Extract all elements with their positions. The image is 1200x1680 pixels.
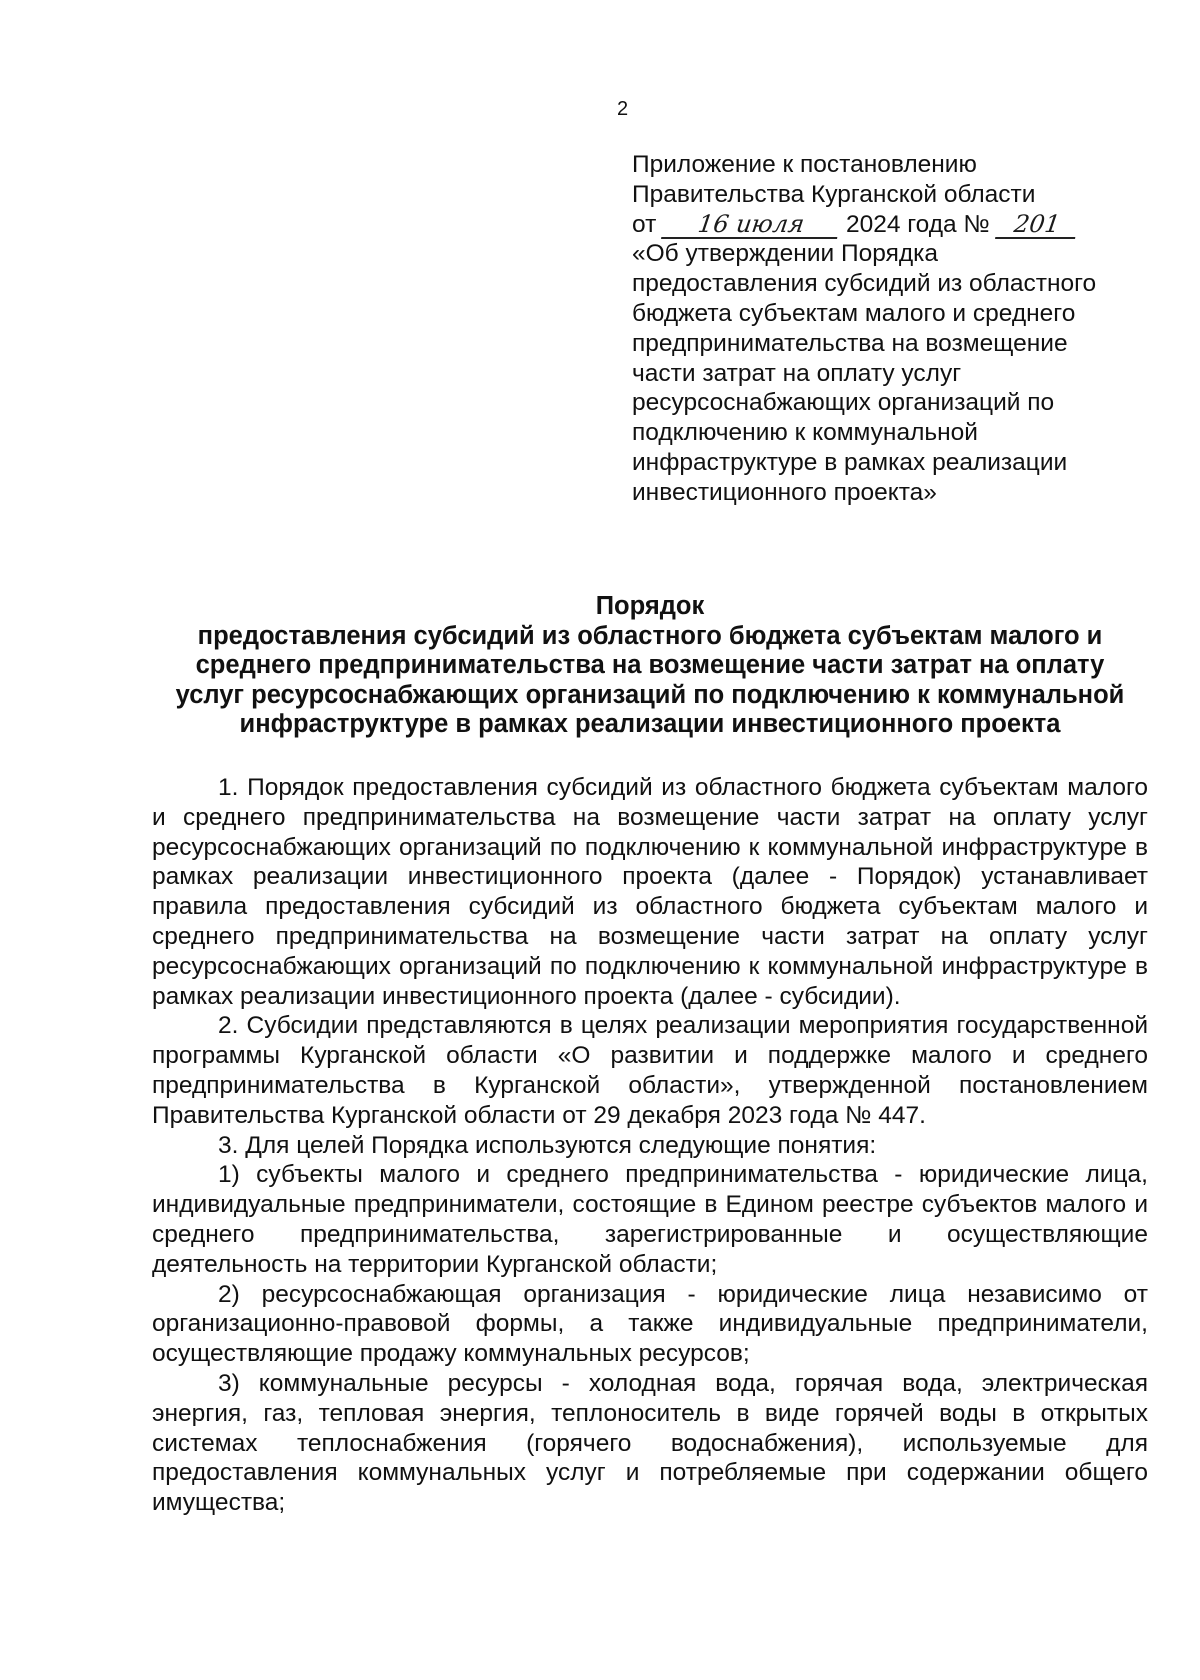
document-body xyxy=(152,773,1148,1518)
appendix-line: бюджета субъектам малого и среднего xyxy=(632,299,1076,327)
paragraph: 3) коммунальные ресурсы - холодная вода, горячая вода, электрическая энергия, газ, тепловая энергия, теплоноситель в виде горячей воды в открытых системах теплоснабжения (горячего водоснабжения), используемые для предоставления коммунальных услуг и потребляемые при содержании общего имущества; xyxy=(152,1369,1148,1517)
appendix-line: ресурсоснабжающих организаций по xyxy=(632,389,1055,417)
paragraph: 2) ресурсоснабжающая организация - юридические лица независимо от организационно-правовой формы, а также индивидуальные предприниматели, осуществляющие продажу коммунальных ресурсов; xyxy=(152,1280,1148,1368)
appendix-line: предпринимательства на возмещение xyxy=(632,329,1068,357)
title-line: инфраструктуре в рамках реализации инвестиционного проекта xyxy=(239,710,1061,739)
paragraph: 1) субъекты малого и среднего предпринимательства - юридические лица, индивидуальные предприниматели, состоящие в Едином реестре субъектов малого и среднего предпринимательства, зарегистрированные и осуществляющие деятельность на территории Курганской области; xyxy=(152,1161,1148,1278)
page-number: 2 xyxy=(616,98,629,120)
appendix-line: Правительства Курганской области xyxy=(632,180,1036,208)
title-line: среднего предпринимательства на возмещение части затрат на оплату xyxy=(195,651,1105,680)
title-line: предоставления субсидий из областного бюджета субъектам малого и xyxy=(197,621,1103,650)
title-line: услуг ресурсоснабжающих организаций по подключению к коммунальной xyxy=(175,680,1125,709)
appendix-block xyxy=(632,150,1152,508)
appendix-line: «Об утверждении Порядка xyxy=(632,240,939,268)
paragraph: 1. Порядок предоставления субсидий из областного бюджета субъектам малого и среднего предпринимательства на возмещение части затрат на оплату услуг ресурсоснабжающих организаций по подключению к коммунальной инфраструктуре в рамках реализации инвестиционного проекта (далее - Порядок) устанавливает правила предоставления субсидий из областного бюджета субъектам малого и среднего предпринимательства на возмещение части затрат на оплату услуг ресурсоснабжающих организаций по подключению к коммунальной инфраструктуре в рамках реализации инвестиционного проекта (далее - субсидии). xyxy=(152,774,1148,1010)
title-heading: Порядок xyxy=(595,592,705,620)
paragraph: 2. Субсидии представляются в целях реализации мероприятия государственной программы Курганской области «О развитии и поддержке малого и среднего предпринимательства в Курганской области», утвержденной постановлением Правительства Курганской области от 29 декабря 2023 года № 447. xyxy=(152,1012,1148,1129)
handwritten-date: 16 июля xyxy=(661,211,841,239)
document-title xyxy=(150,592,1150,740)
appendix-date-line xyxy=(632,210,1152,240)
handwritten-number: 201 xyxy=(995,211,1079,239)
date-year: 2024 года № xyxy=(845,210,990,238)
paragraph: 3. Для целей Порядка используются следующие понятия: xyxy=(218,1131,877,1159)
appendix-line: части затрат на оплату услуг xyxy=(632,359,962,387)
appendix-line: инфраструктуре в рамках реализации xyxy=(632,448,1068,476)
appendix-line: инвестиционного проекта» xyxy=(632,478,937,506)
appendix-line: предоставления субсидий из областного xyxy=(632,270,1097,298)
date-prefix: от xyxy=(632,210,657,238)
appendix-line: подключению к коммунальной xyxy=(632,419,978,447)
appendix-line: Приложение к постановлению xyxy=(632,151,977,178)
